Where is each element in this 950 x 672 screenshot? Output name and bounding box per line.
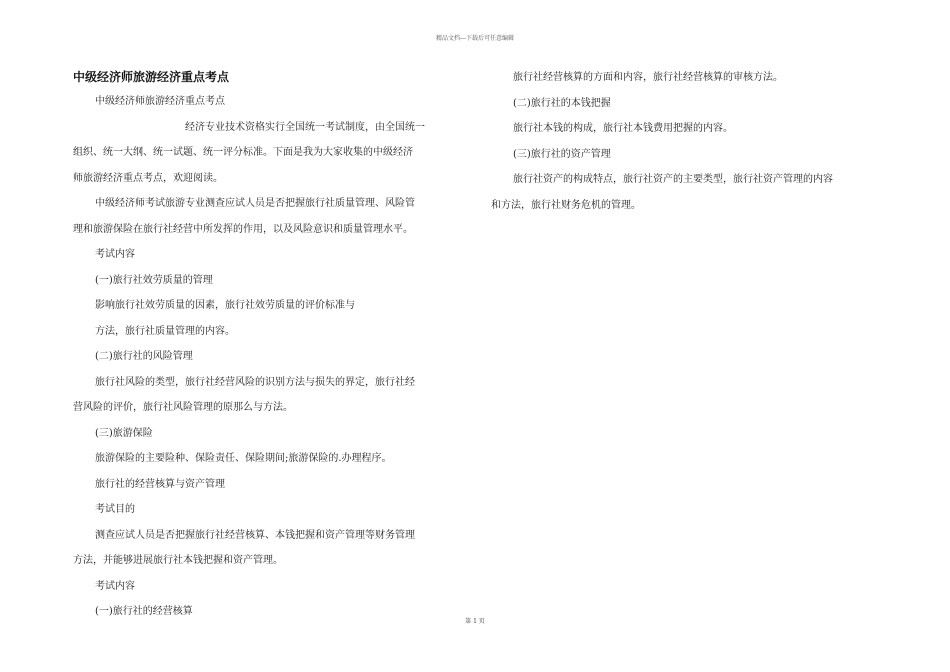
subtitle-line: 中级经济师旅游经济重点考点	[95, 96, 225, 107]
section-heading: 考试内容	[95, 249, 135, 260]
paragraph-line: 中级经济师考试旅游专业测查应试人员是否把握旅行社质量管理、风险管	[95, 198, 415, 209]
paragraph-line: 方法，并能够进展旅行社本钱把握和资产管理。	[73, 555, 283, 566]
section-heading: (三)旅游保险	[95, 427, 153, 439]
paragraph-line: 营风险的评价，旅行社风险管理的原那么与方法。	[73, 402, 293, 413]
section-heading: (一)旅行社效劳质量的管理	[95, 274, 213, 286]
section-heading: (一)旅行社的经营核算	[95, 606, 193, 617]
right-column	[491, 65, 876, 218]
paragraph-line: 测查应试人员是否把握旅行社经营核算、本钱把握和资产管理等财务管理	[95, 529, 415, 541]
section-heading: (三)旅行社的资产管理	[513, 148, 611, 160]
section-heading: (二)旅行社的本钱把握	[513, 97, 611, 109]
page-footer: 第 1 页	[465, 618, 485, 625]
paragraph-line: 旅行社本钱的构成，旅行社本钱费用把握的内容。	[513, 123, 733, 134]
section-heading: 考试目的	[95, 504, 135, 515]
paragraph-line: 和方法，旅行社财务危机的管理。	[491, 199, 641, 211]
paragraph-line: 旅游保险的主要险种、保险责任、保险期间;旅游保险的.办理程序。	[95, 453, 392, 464]
document-title: 中级经济师旅游经济重点考点	[73, 70, 230, 84]
paragraph-line: 旅行社资产的构成特点，旅行社资产的主要类型，旅行社资产管理的内容	[513, 174, 833, 185]
page-header: 精品文档---下载后可任意编辑	[435, 35, 515, 42]
paragraph-line: 旅行社经营核算的方面和内容，旅行社经营核算的审核方法。	[513, 72, 783, 83]
section-heading: 旅行社的经营核算与资产管理	[95, 478, 225, 490]
paragraph-line: 方法，旅行社质量管理的内容。	[95, 325, 235, 337]
section-heading: (二)旅行社的风险管理	[95, 351, 193, 362]
paragraph-line: 理和旅游保险在旅行社经营中所发挥的作用，以及风险意识和质量管理水平。	[73, 223, 413, 235]
paragraph-line: 组织、统一大纲、统一试题、统一评分标准。下面是我为大家收集的中级经济	[73, 147, 413, 158]
left-column	[73, 65, 458, 625]
paragraph-line: 经济专业技术资格实行全国统一考试制度，由全国统一	[185, 121, 425, 133]
paragraph-line: 影响旅行社效劳质量的因素，旅行社效劳质量的评价标准与	[95, 300, 355, 311]
paragraph-line: 师旅游经济重点考点，欢迎阅读。	[73, 172, 223, 184]
section-heading: 考试内容	[95, 580, 135, 592]
paragraph-line: 旅行社风险的类型，旅行社经营风险的识别方法与损失的界定，旅行社经	[95, 376, 415, 388]
